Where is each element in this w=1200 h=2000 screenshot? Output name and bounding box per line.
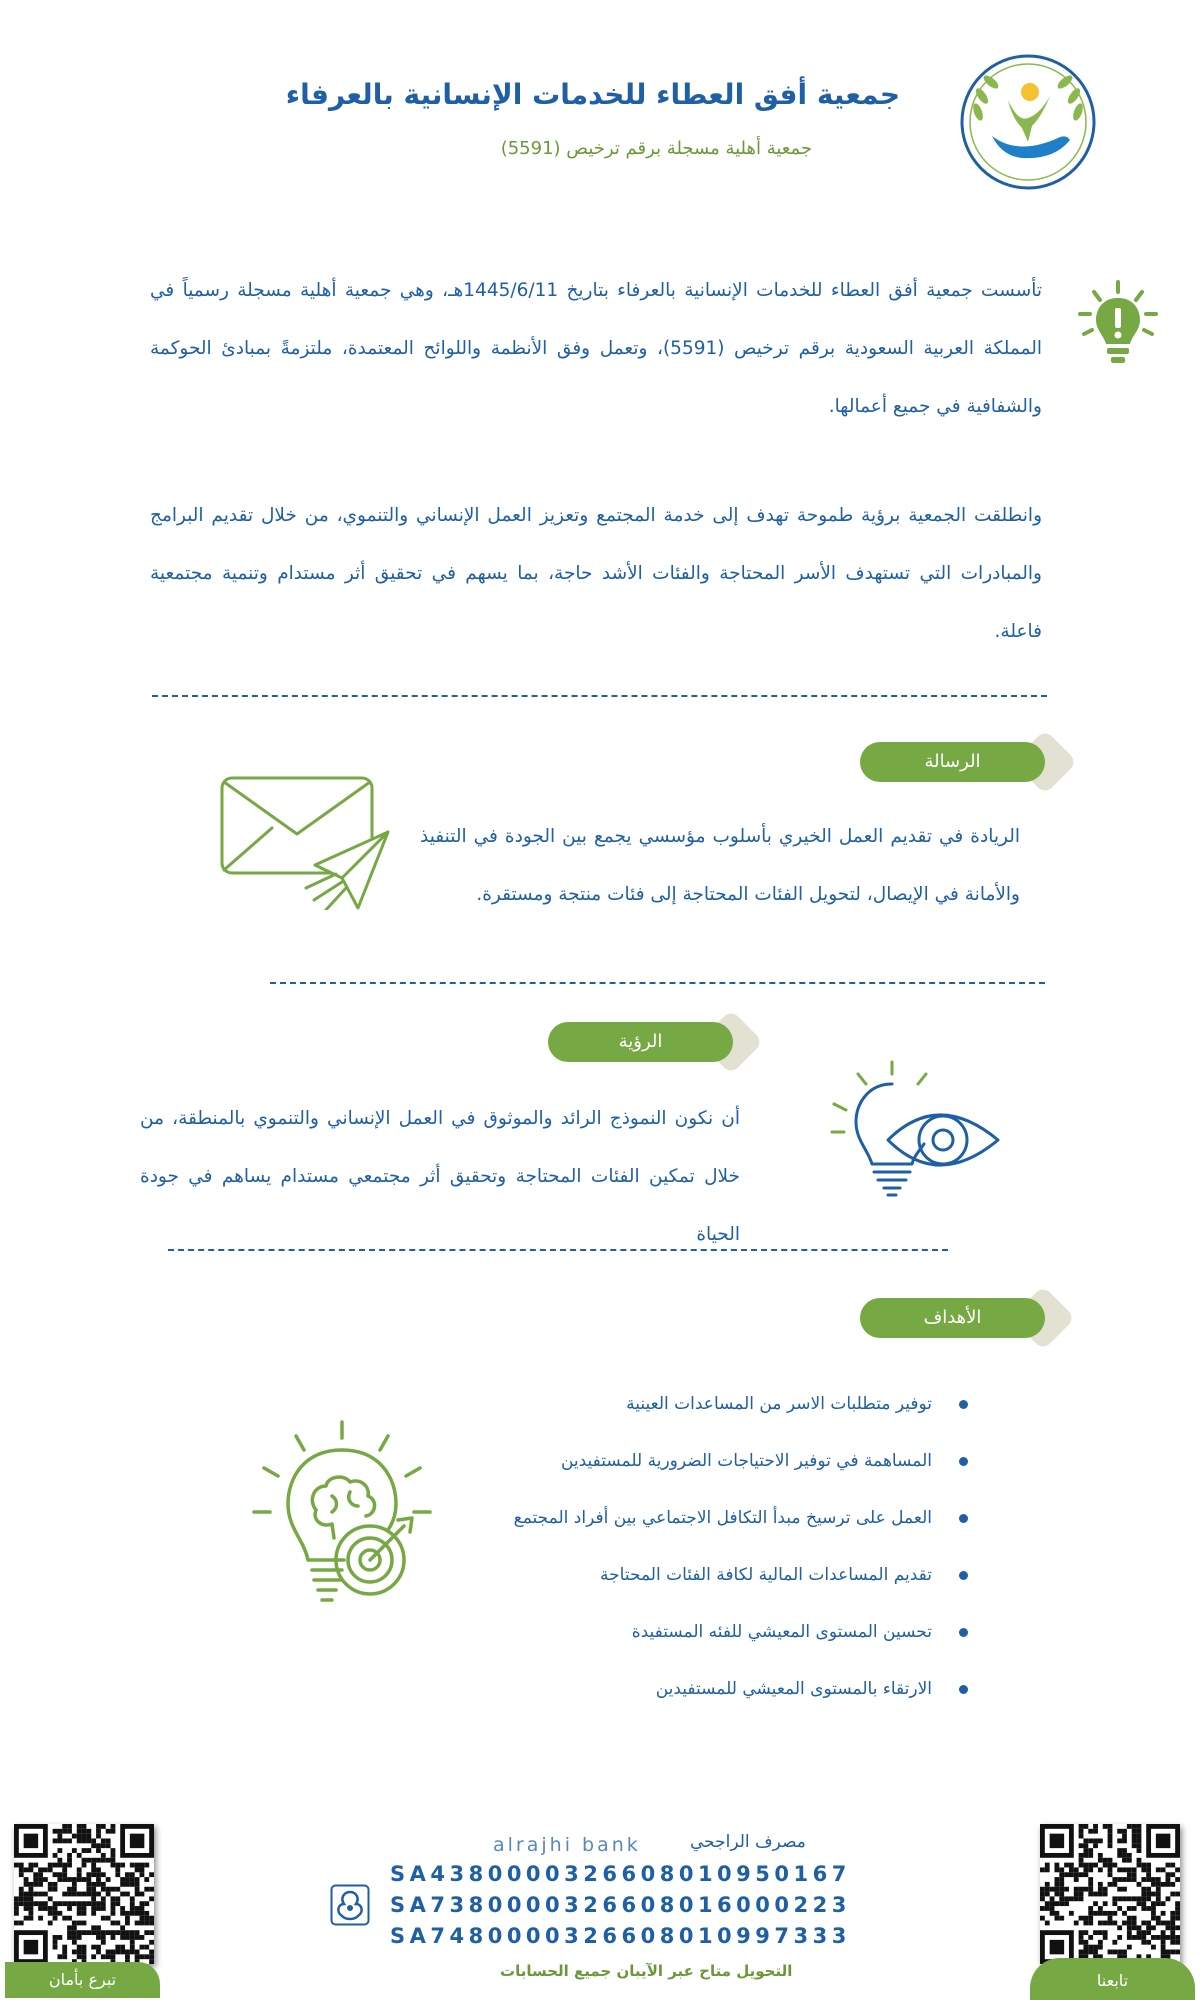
section-divider — [270, 982, 1045, 984]
bank-name-arabic: مصرف الراجحي — [690, 1832, 806, 1852]
goals-list — [368, 1376, 968, 1718]
goal-item: المساهمة في توفير الاحتياجات الضرورية للمستفيدين — [368, 1433, 968, 1490]
donate-label: تبرع بأمان — [5, 1962, 160, 1998]
bullet-icon — [959, 1514, 968, 1523]
vision-heading: الرؤية — [548, 1022, 733, 1062]
donate-qr-code[interactable] — [14, 1824, 154, 1964]
bullet-icon — [959, 1628, 968, 1637]
mission-heading-tab — [860, 742, 1075, 782]
intro-paragraph-vision: وانطلقت الجمعية برؤية طموحة تهدف إلى خدمة المجتمع وتعزيز العمل الإنساني والتنموي، من خلال تقديم البرامج والمبادرات التي تستهدف الأسر المحتاجة والفئات الأشد حاجة، بما يسهم في تحقيق أثر مستدام وتنمية مجتمعية فاعلة. — [150, 505, 1042, 642]
bullet-icon — [959, 1400, 968, 1409]
goals-heading: الأهداف — [860, 1298, 1045, 1338]
organization-title: جمعية أفق العطاء للخدمات الإنسانية بالعرفاء — [285, 78, 900, 111]
envelope-send-icon — [210, 770, 395, 910]
transfer-note: التحويل متاح عبر الآيبان جميع الحسابات — [500, 1962, 793, 1980]
vision-text: أن نكون النموذج الرائد والموثوق في العمل الإنساني والتنموي بالمنطقة، من خلال تمكين الفئات المحتاجة وتحقيق أثر مجتمعي مستدام يساهم في جودة الحياة — [140, 1108, 740, 1245]
goals-heading-tab — [860, 1298, 1075, 1338]
bullet-icon — [959, 1571, 968, 1580]
section-divider — [152, 695, 1047, 697]
mission-heading: الرسالة — [860, 742, 1045, 782]
intro-paragraph-founding: تأسست جمعية أفق العطاء للخدمات الإنسانية بالعرفاء بتاريخ 1445/6/11هـ، وهي جمعية أهلية مسجلة رسمياً في المملكة العربية السعودية برقم ترخيص (5591)، وتعمل وفق الأنظمة واللوائح المعتمدة، ملتزمةً بمبادئ الحوكمة والشفافية في جميع أعمالها. — [150, 280, 1042, 417]
section-divider — [168, 1249, 948, 1251]
follow-qr-code[interactable] — [1040, 1824, 1180, 1964]
lightbulb-warning-icon — [1078, 278, 1158, 368]
qr-code-icon — [14, 1824, 154, 1964]
iban-number[interactable]: SA4380000326608010950167 — [390, 1862, 851, 1886]
mission-text: الريادة في تقديم العمل الخيري بأسلوب مؤسسي يجمع بين الجودة في التنفيذ والأمانة في الإيصال، لتحويل الفئات المحتاجة إلى فئات منتجة ومستقرة. — [420, 826, 1020, 905]
bank-name-english: alrajhi bank — [493, 1834, 641, 1856]
bullet-icon — [959, 1685, 968, 1694]
iban-number[interactable]: SA7380000326608016000223 — [390, 1893, 851, 1917]
bullet-icon — [959, 1457, 968, 1466]
follow-label: تابعنا — [1030, 1958, 1195, 2000]
organization-logo — [958, 52, 1098, 192]
goal-item: تقديم المساعدات المالية لكافة الفئات المحتاجة — [368, 1547, 968, 1604]
goal-item: توفير متطلبات الاسر من المساعدات العينية — [368, 1376, 968, 1433]
iban-number[interactable]: SA7480000326608010997333 — [390, 1924, 851, 1948]
license-subtitle: جمعية أهلية مسجلة برقم ترخيص (5591) — [500, 138, 812, 159]
lightbulb-brain-target-icon — [252, 1420, 432, 1628]
goal-item: العمل على ترسيخ مبدأ التكافل الاجتماعي بين أفراد المجتمع — [368, 1490, 968, 1547]
goal-item: تحسين المستوى المعيشي للفئه المستفيدة — [368, 1604, 968, 1661]
vision-heading-tab — [548, 1022, 763, 1062]
qr-code-icon — [1040, 1824, 1180, 1964]
lightbulb-eye-icon — [828, 1060, 1008, 1210]
alrajhi-bank-logo-icon — [330, 1884, 370, 1926]
goal-item: الارتقاء بالمستوى المعيشي للمستفيدين — [368, 1661, 968, 1718]
